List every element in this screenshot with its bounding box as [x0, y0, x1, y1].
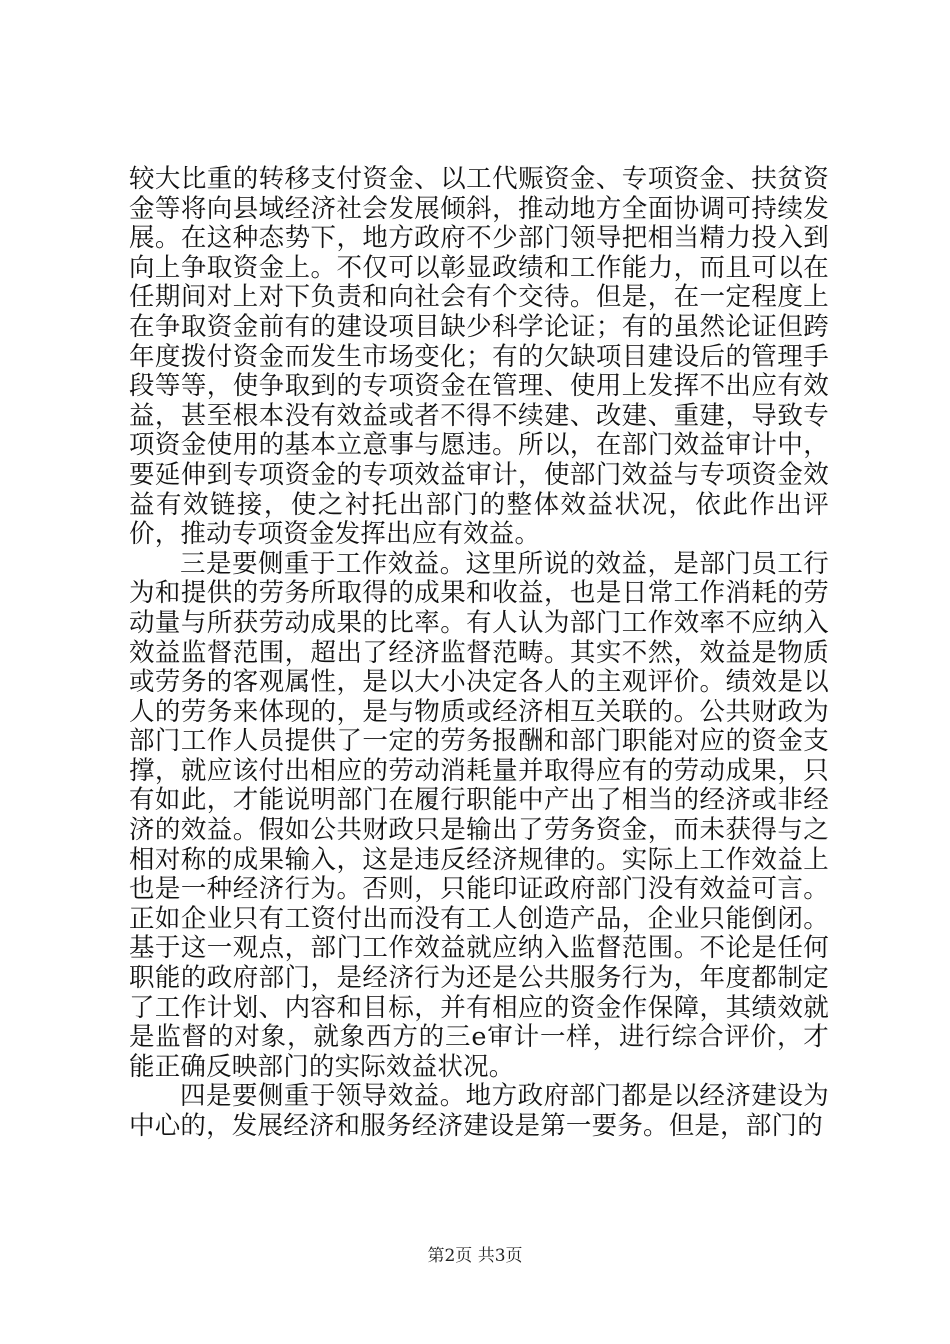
paragraph-1: 较大比重的转移支付资金、以工代赈资金、专项资金、扶贫资金等将向县域经济社会发展倾斜，推动地方全面协调可持续发展。在这种态势下，地方政府不少部门领导把相当精力投入到向上争取资金上。不仅可以彰显政绩和工作能力，而且可以在任期间对上对下负责和向社会有个交待。但是，在一定程度上在争取资金前有的建设项目缺少科学论证；有的虽然论证但跨年度拨付资金而发生市场变化；有的欠缺项目建设后的管理手段等等，使争取到的专项资金在管理、使用上发挥不出应有效益，甚至根本没有效益或者不得不续建、改建、重建，导致专项资金使用的基本立意事与愿违。所以，在部门效益审计中，要延伸到专项资金的专项效益审计，使部门效益与专项资金效益有效链接，使之衬托出部门的整体效益状况，依此作出评价，推动专项资金发挥出应有效益。	[129, 164, 829, 550]
document-body	[129, 165, 829, 1142]
page-footer: 第2页 共3页	[427, 1246, 523, 1266]
paragraph-3: 四是要侧重于领导效益。地方政府部门都是以经济建设为中心的，发展经济和服务经济建设是第一要务。但是，部门的	[129, 1081, 829, 1141]
paragraph-2: 三是要侧重于工作效益。这里所说的效益，是部门员工行为和提供的劳务所取得的成果和收益，也是日常工作消耗的劳动量与所获劳动成果的比率。有人认为部门工作效率不应纳入效益监督范围，超出了经济监督范畴。其实不然，效益是物质或劳务的客观属性，是以大小决定各人的主观评价。绩效是以人的劳务来体现的，是与物质或经济相互关联的。公共财政为部门工作人员提供了一定的劳务报酬和部门职能对应的资金支撑，就应该付出相应的劳动消耗量并取得应有的劳动成果，只有如此，才能说明部门在履行职能中产出了相当的经济或非经济的效益。假如公共财政只是输出了劳务资金，而未获得与之相对称的成果输入，这是违反经济规律的。实际上工作效益上也是一种经济行为。否则，只能印证政府部门没有效益可言。正如企业只有工资付出而没有工人创造产品，企业只能倒闭。基于这一观点，部门工作效益就应纳入监督范围。不论是任何职能的政府部门，是经济行为还是公共服务行为，年度都制定了工作计划、内容和目标，并有相应的资金作保障，其绩效就是监督的对象，就象西方的三e审计一样，进行综合评价，才能正确反映部门的实际效益状况。	[129, 548, 829, 1082]
